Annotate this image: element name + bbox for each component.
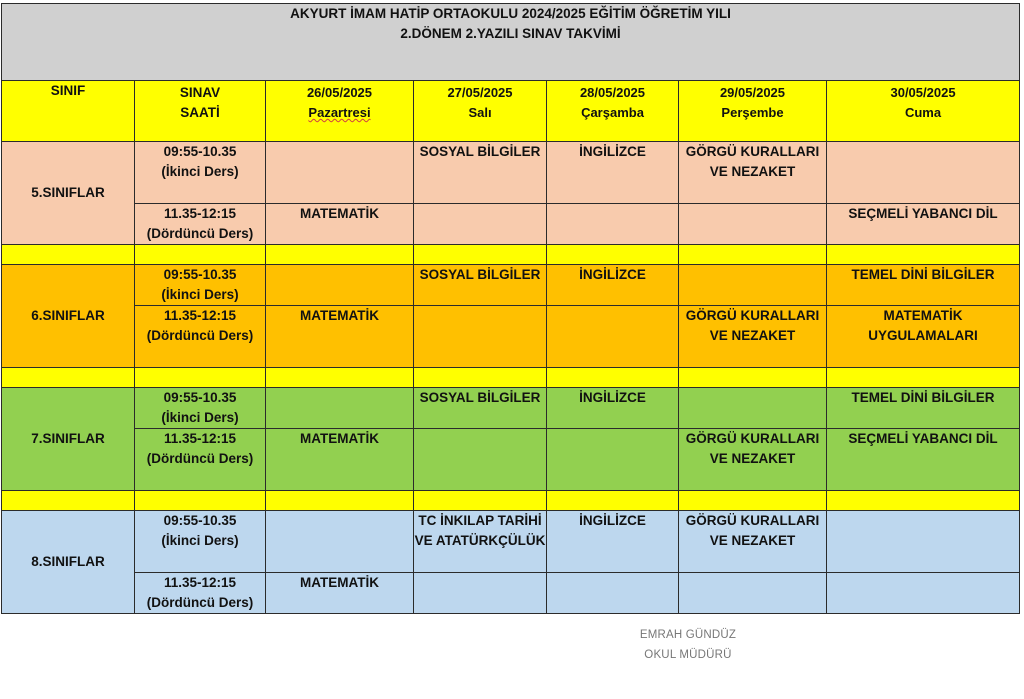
exam-cell: SOSYAL BİLGİLER — [414, 388, 547, 429]
day-date: 29/05/2025 — [719, 85, 786, 100]
exam-cell: İNGİLİZCE — [547, 142, 679, 204]
exam-cell — [827, 573, 1020, 614]
exam-cell — [547, 306, 679, 368]
slot-time: 09:55-10.35 — [163, 390, 237, 405]
time-slot-1 — [135, 388, 266, 429]
exam-cell — [414, 573, 547, 614]
title-line-2: 2.DÖNEM 2.YAZILI SINAV TAKVİMİ — [400, 26, 621, 41]
exam-cell: TC İNKILAP TARİHİ VE ATATÜRKÇÜLÜK — [414, 511, 547, 573]
header-sinav-line2: SAATİ — [180, 105, 220, 120]
day-name: Pazartresi — [308, 105, 371, 120]
exam-cell — [266, 265, 414, 306]
slot-label: (Dördüncü Ders) — [146, 226, 254, 241]
class-label-8: 8.SINIFLAR — [2, 511, 135, 614]
day-header-tue — [414, 81, 547, 142]
slot-time: 11.35-12:15 — [163, 431, 237, 446]
signature-name: EMRAH GÜNDÜZ — [639, 629, 737, 641]
exam-cell — [679, 204, 827, 245]
exam-cell: MATEMATİK — [266, 306, 414, 368]
time-slot-2 — [135, 573, 266, 614]
exam-cell — [266, 511, 414, 573]
exam-cell — [679, 573, 827, 614]
header-sinav-saati — [135, 81, 266, 142]
exam-cell: İNGİLİZCE — [547, 265, 679, 306]
exam-cell: SEÇMELİ YABANCI DİL — [827, 204, 1020, 245]
exam-schedule-table — [1, 3, 1020, 614]
day-name: Salı — [468, 105, 492, 120]
day-name: Cuma — [904, 105, 942, 120]
slot-label: (İkinci Ders) — [161, 533, 239, 548]
day-header-thu — [679, 81, 827, 142]
exam-cell: GÖRGÜ KURALLARI VE NEZAKET — [679, 142, 827, 204]
exam-cell — [547, 573, 679, 614]
slot-time: 09:55-10.35 — [163, 513, 237, 528]
day-date: 27/05/2025 — [447, 85, 513, 100]
exam-cell: GÖRGÜ KURALLARI VE NEZAKET — [679, 511, 827, 573]
slot-label: (Dördüncü Ders) — [146, 451, 254, 466]
exam-cell — [414, 429, 547, 491]
exam-cell: SEÇMELİ YABANCI DİL — [827, 429, 1020, 491]
exam-cell: TEMEL DİNİ BİLGİLER — [827, 388, 1020, 429]
slot-label: (İkinci Ders) — [161, 287, 239, 302]
time-slot-2 — [135, 204, 266, 245]
slot-label: (Dördüncü Ders) — [146, 595, 254, 610]
class-label-7: 7.SINIFLAR — [2, 388, 135, 491]
slot-time: 11.35-12:15 — [163, 308, 237, 323]
exam-cell: MATEMATİK — [266, 204, 414, 245]
class-label-5: 5.SINIFLAR — [2, 142, 135, 245]
time-slot-1 — [135, 142, 266, 204]
day-name: Çarşamba — [581, 105, 644, 120]
time-slot-2 — [135, 429, 266, 491]
separator-row — [2, 491, 1020, 511]
exam-cell: İNGİLİZCE — [547, 511, 679, 573]
day-date: 26/05/2025 — [306, 85, 373, 100]
day-header-fri — [827, 81, 1020, 142]
exam-cell: İNGİLİZCE — [547, 388, 679, 429]
exam-cell: GÖRGÜ KURALLARI VE NEZAKET — [679, 306, 827, 368]
separator-row — [2, 245, 1020, 265]
exam-cell — [827, 142, 1020, 204]
header-sinav-line1: SINAV — [179, 85, 221, 100]
title-line-1: AKYURT İMAM HATİP ORTAOKULU 2024/2025 EĞİTİM ÖĞRETİM YILI — [290, 6, 731, 21]
exam-cell: SOSYAL BİLGİLER — [414, 142, 547, 204]
exam-cell — [679, 388, 827, 429]
slot-label: (İkinci Ders) — [161, 164, 239, 179]
page-title — [2, 4, 1020, 81]
exam-cell: GÖRGÜ KURALLARI VE NEZAKET — [679, 429, 827, 491]
separator-row — [2, 368, 1020, 388]
day-date: 30/05/2025 — [890, 85, 956, 100]
exam-cell: MATEMATİK — [266, 429, 414, 491]
day-date: 28/05/2025 — [579, 85, 646, 100]
exam-cell — [679, 265, 827, 306]
day-header-mon — [266, 81, 414, 142]
slot-time: 09:55-10.35 — [163, 144, 237, 159]
exam-cell — [414, 306, 547, 368]
class-label-6: 6.SINIFLAR — [2, 265, 135, 368]
exam-cell — [547, 429, 679, 491]
exam-cell — [414, 204, 547, 245]
exam-cell — [266, 388, 414, 429]
time-slot-2 — [135, 306, 266, 368]
slot-time: 11.35-12:15 — [163, 575, 237, 590]
slot-time: 09:55-10.35 — [163, 267, 237, 282]
exam-cell — [547, 204, 679, 245]
slot-label: (İkinci Ders) — [161, 410, 239, 425]
exam-cell — [266, 142, 414, 204]
day-header-wed — [547, 81, 679, 142]
slot-label: (Dördüncü Ders) — [146, 328, 254, 343]
day-name: Perşembe — [721, 105, 784, 120]
exam-cell: SOSYAL BİLGİLER — [414, 265, 547, 306]
exam-cell: TEMEL DİNİ BİLGİLER — [827, 265, 1020, 306]
time-slot-1 — [135, 265, 266, 306]
time-slot-1 — [135, 511, 266, 573]
header-sinif: SINIF — [2, 81, 135, 142]
slot-time: 11.35-12:15 — [163, 206, 237, 221]
exam-cell — [827, 511, 1020, 573]
exam-cell: MATEMATİK UYGULAMALARI — [827, 306, 1020, 368]
exam-cell: MATEMATİK — [266, 573, 414, 614]
signature-role: OKUL MÜDÜRÜ — [644, 649, 732, 661]
